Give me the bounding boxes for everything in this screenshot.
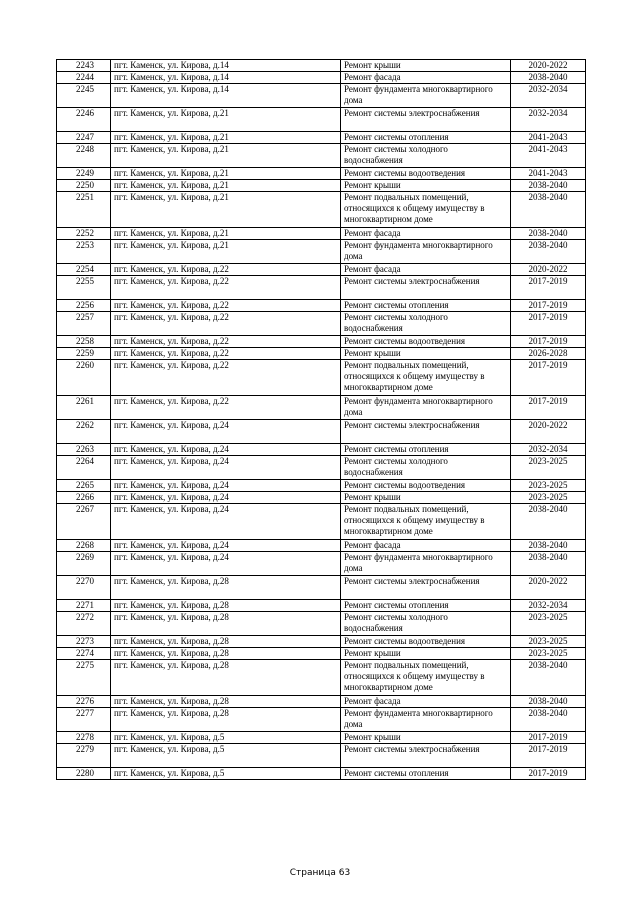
work-type-cell: Ремонт фундамента многоквартирного дома bbox=[341, 708, 511, 732]
address-cell: пгт. Каменск, ул. Кирова, д.24 bbox=[111, 480, 341, 492]
row-number-cell: 2265 bbox=[57, 480, 111, 492]
period-cell: 2023-2025 bbox=[511, 612, 586, 636]
work-type-cell: Ремонт фасада bbox=[341, 264, 511, 276]
work-type-cell: Ремонт фасада bbox=[341, 696, 511, 708]
table-row bbox=[57, 648, 586, 660]
table-row bbox=[57, 444, 586, 456]
work-type-cell: Ремонт системы холодного водоснабжения bbox=[341, 612, 511, 636]
row-number-cell: 2276 bbox=[57, 696, 111, 708]
row-number-cell: 2262 bbox=[57, 420, 111, 444]
work-type-cell: Ремонт системы отопления bbox=[341, 132, 511, 144]
table-row bbox=[57, 732, 586, 744]
work-type-cell: Ремонт крыши bbox=[341, 648, 511, 660]
address-cell: пгт. Каменск, ул. Кирова, д.21 bbox=[111, 108, 341, 132]
table-row bbox=[57, 696, 586, 708]
period-cell: 2038-2040 bbox=[511, 504, 586, 540]
table-row bbox=[57, 228, 586, 240]
period-cell: 2017-2019 bbox=[511, 744, 586, 768]
period-cell: 2020-2022 bbox=[511, 60, 586, 72]
table-row bbox=[57, 660, 586, 696]
address-cell: пгт. Каменск, ул. Кирова, д.5 bbox=[111, 744, 341, 768]
table-row bbox=[57, 768, 586, 780]
row-number-cell: 2264 bbox=[57, 456, 111, 480]
table-row bbox=[57, 264, 586, 276]
work-type-cell: Ремонт системы холодного водоснабжения bbox=[341, 312, 511, 336]
work-type-cell: Ремонт системы отопления bbox=[341, 768, 511, 780]
period-cell: 2017-2019 bbox=[511, 732, 586, 744]
row-number-cell: 2263 bbox=[57, 444, 111, 456]
work-type-cell: Ремонт фасада bbox=[341, 72, 511, 84]
period-cell: 2041-2043 bbox=[511, 168, 586, 180]
work-type-cell: Ремонт фасада bbox=[341, 228, 511, 240]
table-row bbox=[57, 348, 586, 360]
table-row bbox=[57, 168, 586, 180]
address-cell: пгт. Каменск, ул. Кирова, д.21 bbox=[111, 180, 341, 192]
address-cell: пгт. Каменск, ул. Кирова, д.24 bbox=[111, 456, 341, 480]
work-type-cell: Ремонт крыши bbox=[341, 348, 511, 360]
address-cell: пгт. Каменск, ул. Кирова, д.24 bbox=[111, 504, 341, 540]
work-type-cell: Ремонт фундамента многоквартирного дома bbox=[341, 240, 511, 264]
table-row bbox=[57, 540, 586, 552]
row-number-cell: 2270 bbox=[57, 576, 111, 600]
address-cell: пгт. Каменск, ул. Кирова, д.28 bbox=[111, 612, 341, 636]
period-cell: 2020-2022 bbox=[511, 420, 586, 444]
work-type-cell: Ремонт фасада bbox=[341, 540, 511, 552]
period-cell: 2023-2025 bbox=[511, 492, 586, 504]
row-number-cell: 2278 bbox=[57, 732, 111, 744]
row-number-cell: 2252 bbox=[57, 228, 111, 240]
work-type-cell: Ремонт подвальных помещений, относящихся к общему имуществу в многоквартирном доме bbox=[341, 660, 511, 696]
address-cell: пгт. Каменск, ул. Кирова, д.21 bbox=[111, 144, 341, 168]
table-row bbox=[57, 456, 586, 480]
period-cell: 2032-2034 bbox=[511, 600, 586, 612]
period-cell: 2017-2019 bbox=[511, 312, 586, 336]
work-type-cell: Ремонт системы электроснабжения bbox=[341, 108, 511, 132]
table-row bbox=[57, 300, 586, 312]
address-cell: пгт. Каменск, ул. Кирова, д.28 bbox=[111, 636, 341, 648]
address-cell: пгт. Каменск, ул. Кирова, д.21 bbox=[111, 168, 341, 180]
address-cell: пгт. Каменск, ул. Кирова, д.5 bbox=[111, 732, 341, 744]
work-type-cell: Ремонт системы отопления bbox=[341, 444, 511, 456]
address-cell: пгт. Каменск, ул. Кирова, д.22 bbox=[111, 348, 341, 360]
row-number-cell: 2245 bbox=[57, 84, 111, 108]
page-number: Страница 63 bbox=[289, 868, 351, 878]
row-number-cell: 2249 bbox=[57, 168, 111, 180]
row-number-cell: 2243 bbox=[57, 60, 111, 72]
address-cell: пгт. Каменск, ул. Кирова, д.5 bbox=[111, 768, 341, 780]
row-number-cell: 2251 bbox=[57, 192, 111, 228]
table-row bbox=[57, 420, 586, 444]
period-cell: 2038-2040 bbox=[511, 228, 586, 240]
row-number-cell: 2269 bbox=[57, 552, 111, 576]
repair-schedule-body bbox=[57, 60, 586, 780]
work-type-cell: Ремонт системы водоотведения bbox=[341, 336, 511, 348]
address-cell: пгт. Каменск, ул. Кирова, д.22 bbox=[111, 276, 341, 300]
table-row bbox=[57, 480, 586, 492]
table-row bbox=[57, 576, 586, 600]
table-row bbox=[57, 492, 586, 504]
table-row bbox=[57, 276, 586, 300]
row-number-cell: 2271 bbox=[57, 600, 111, 612]
period-cell: 2038-2040 bbox=[511, 540, 586, 552]
address-cell: пгт. Каменск, ул. Кирова, д.14 bbox=[111, 60, 341, 72]
address-cell: пгт. Каменск, ул. Кирова, д.21 bbox=[111, 228, 341, 240]
row-number-cell: 2266 bbox=[57, 492, 111, 504]
table-row bbox=[57, 552, 586, 576]
row-number-cell: 2267 bbox=[57, 504, 111, 540]
period-cell: 2020-2022 bbox=[511, 264, 586, 276]
address-cell: пгт. Каменск, ул. Кирова, д.21 bbox=[111, 192, 341, 228]
row-number-cell: 2277 bbox=[57, 708, 111, 732]
table-row bbox=[57, 396, 586, 420]
repair-schedule-table bbox=[56, 59, 586, 780]
period-cell: 2026-2028 bbox=[511, 348, 586, 360]
work-type-cell: Ремонт подвальных помещений, относящихся к общему имуществу в многоквартирном доме bbox=[341, 504, 511, 540]
address-cell: пгт. Каменск, ул. Кирова, д.28 bbox=[111, 696, 341, 708]
table-row bbox=[57, 504, 586, 540]
table-row bbox=[57, 84, 586, 108]
period-cell: 2032-2034 bbox=[511, 108, 586, 132]
work-type-cell: Ремонт фундамента многоквартирного дома bbox=[341, 396, 511, 420]
period-cell: 2038-2040 bbox=[511, 552, 586, 576]
address-cell: пгт. Каменск, ул. Кирова, д.24 bbox=[111, 552, 341, 576]
row-number-cell: 2268 bbox=[57, 540, 111, 552]
address-cell: пгт. Каменск, ул. Кирова, д.22 bbox=[111, 360, 341, 396]
period-cell: 2017-2019 bbox=[511, 360, 586, 396]
period-cell: 2017-2019 bbox=[511, 768, 586, 780]
period-cell: 2041-2043 bbox=[511, 132, 586, 144]
row-number-cell: 2248 bbox=[57, 144, 111, 168]
address-cell: пгт. Каменск, ул. Кирова, д.28 bbox=[111, 648, 341, 660]
work-type-cell: Ремонт системы отопления bbox=[341, 600, 511, 612]
period-cell: 2017-2019 bbox=[511, 396, 586, 420]
work-type-cell: Ремонт системы электроснабжения bbox=[341, 744, 511, 768]
period-cell: 2038-2040 bbox=[511, 180, 586, 192]
table-row bbox=[57, 240, 586, 264]
work-type-cell: Ремонт подвальных помещений, относящихся к общему имуществу в многоквартирном доме bbox=[341, 192, 511, 228]
period-cell: 2038-2040 bbox=[511, 192, 586, 228]
row-number-cell: 2280 bbox=[57, 768, 111, 780]
address-cell: пгт. Каменск, ул. Кирова, д.28 bbox=[111, 576, 341, 600]
table-row bbox=[57, 132, 586, 144]
work-type-cell: Ремонт крыши bbox=[341, 492, 511, 504]
row-number-cell: 2256 bbox=[57, 300, 111, 312]
period-cell: 2038-2040 bbox=[511, 72, 586, 84]
address-cell: пгт. Каменск, ул. Кирова, д.24 bbox=[111, 444, 341, 456]
row-number-cell: 2275 bbox=[57, 660, 111, 696]
period-cell: 2038-2040 bbox=[511, 660, 586, 696]
table-row bbox=[57, 636, 586, 648]
address-cell: пгт. Каменск, ул. Кирова, д.24 bbox=[111, 492, 341, 504]
row-number-cell: 2274 bbox=[57, 648, 111, 660]
period-cell: 2023-2025 bbox=[511, 480, 586, 492]
address-cell: пгт. Каменск, ул. Кирова, д.22 bbox=[111, 300, 341, 312]
row-number-cell: 2261 bbox=[57, 396, 111, 420]
work-type-cell: Ремонт системы водоотведения bbox=[341, 636, 511, 648]
period-cell: 2017-2019 bbox=[511, 336, 586, 348]
address-cell: пгт. Каменск, ул. Кирова, д.22 bbox=[111, 396, 341, 420]
address-cell: пгт. Каменск, ул. Кирова, д.22 bbox=[111, 312, 341, 336]
address-cell: пгт. Каменск, ул. Кирова, д.22 bbox=[111, 264, 341, 276]
work-type-cell: Ремонт системы электроснабжения bbox=[341, 576, 511, 600]
row-number-cell: 2255 bbox=[57, 276, 111, 300]
work-type-cell: Ремонт фундамента многоквартирного дома bbox=[341, 552, 511, 576]
address-cell: пгт. Каменск, ул. Кирова, д.14 bbox=[111, 84, 341, 108]
table-row bbox=[57, 360, 586, 396]
work-type-cell: Ремонт подвальных помещений, относящихся к общему имуществу в многоквартирном доме bbox=[341, 360, 511, 396]
period-cell: 2020-2022 bbox=[511, 576, 586, 600]
row-number-cell: 2259 bbox=[57, 348, 111, 360]
address-cell: пгт. Каменск, ул. Кирова, д.24 bbox=[111, 420, 341, 444]
table-row bbox=[57, 744, 586, 768]
address-cell: пгт. Каменск, ул. Кирова, д.21 bbox=[111, 132, 341, 144]
work-type-cell: Ремонт крыши bbox=[341, 732, 511, 744]
table-row bbox=[57, 336, 586, 348]
table-row bbox=[57, 144, 586, 168]
work-type-cell: Ремонт системы отопления bbox=[341, 300, 511, 312]
row-number-cell: 2254 bbox=[57, 264, 111, 276]
table-row bbox=[57, 612, 586, 636]
work-type-cell: Ремонт системы холодного водоснабжения bbox=[341, 456, 511, 480]
period-cell: 2017-2019 bbox=[511, 300, 586, 312]
row-number-cell: 2247 bbox=[57, 132, 111, 144]
period-cell: 2038-2040 bbox=[511, 240, 586, 264]
period-cell: 2038-2040 bbox=[511, 696, 586, 708]
work-type-cell: Ремонт системы холодного водоснабжения bbox=[341, 144, 511, 168]
row-number-cell: 2253 bbox=[57, 240, 111, 264]
period-cell: 2017-2019 bbox=[511, 276, 586, 300]
row-number-cell: 2257 bbox=[57, 312, 111, 336]
row-number-cell: 2258 bbox=[57, 336, 111, 348]
table-row bbox=[57, 180, 586, 192]
table-row bbox=[57, 72, 586, 84]
row-number-cell: 2260 bbox=[57, 360, 111, 396]
row-number-cell: 2273 bbox=[57, 636, 111, 648]
row-number-cell: 2244 bbox=[57, 72, 111, 84]
period-cell: 2032-2034 bbox=[511, 84, 586, 108]
work-type-cell: Ремонт крыши bbox=[341, 180, 511, 192]
row-number-cell: 2272 bbox=[57, 612, 111, 636]
period-cell: 2023-2025 bbox=[511, 636, 586, 648]
address-cell: пгт. Каменск, ул. Кирова, д.28 bbox=[111, 600, 341, 612]
row-number-cell: 2250 bbox=[57, 180, 111, 192]
table-row bbox=[57, 708, 586, 732]
row-number-cell: 2279 bbox=[57, 744, 111, 768]
work-type-cell: Ремонт системы водоотведения bbox=[341, 168, 511, 180]
address-cell: пгт. Каменск, ул. Кирова, д.28 bbox=[111, 660, 341, 696]
period-cell: 2041-2043 bbox=[511, 144, 586, 168]
address-cell: пгт. Каменск, ул. Кирова, д.21 bbox=[111, 240, 341, 264]
address-cell: пгт. Каменск, ул. Кирова, д.24 bbox=[111, 540, 341, 552]
address-cell: пгт. Каменск, ул. Кирова, д.28 bbox=[111, 708, 341, 732]
period-cell: 2032-2034 bbox=[511, 444, 586, 456]
period-cell: 2023-2025 bbox=[511, 456, 586, 480]
work-type-cell: Ремонт системы электроснабжения bbox=[341, 420, 511, 444]
table-row bbox=[57, 192, 586, 228]
table-row bbox=[57, 60, 586, 72]
work-type-cell: Ремонт системы электроснабжения bbox=[341, 276, 511, 300]
work-type-cell: Ремонт крыши bbox=[341, 60, 511, 72]
table-row bbox=[57, 600, 586, 612]
address-cell: пгт. Каменск, ул. Кирова, д.14 bbox=[111, 72, 341, 84]
table-row bbox=[57, 108, 586, 132]
period-cell: 2023-2025 bbox=[511, 648, 586, 660]
address-cell: пгт. Каменск, ул. Кирова, д.22 bbox=[111, 336, 341, 348]
work-type-cell: Ремонт фундамента многоквартирного дома bbox=[341, 84, 511, 108]
period-cell: 2038-2040 bbox=[511, 708, 586, 732]
row-number-cell: 2246 bbox=[57, 108, 111, 132]
work-type-cell: Ремонт системы водоотведения bbox=[341, 480, 511, 492]
table-row bbox=[57, 312, 586, 336]
